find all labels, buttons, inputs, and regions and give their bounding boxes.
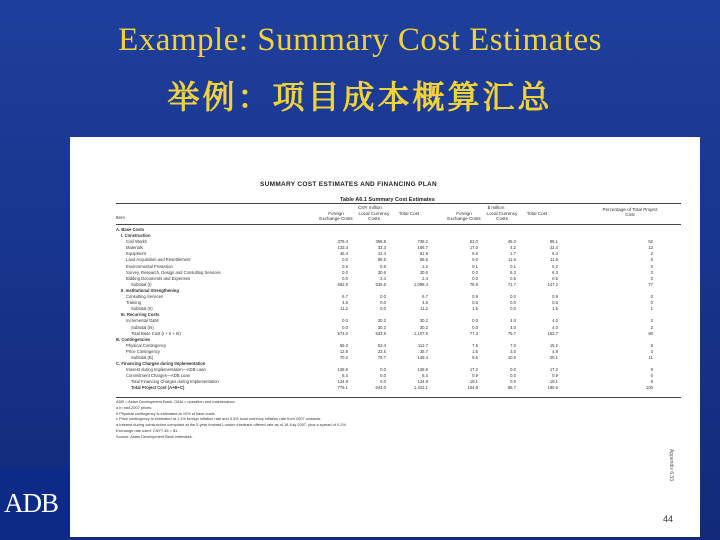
row-value: 738.2 <box>417 239 428 245</box>
row-value: 3 <box>650 348 653 354</box>
row-value: 1,422.1 <box>414 385 428 391</box>
column-header-usd-total: Total Cost <box>526 211 548 216</box>
row-value: 1 <box>650 306 653 312</box>
row-value: 574.0 <box>337 330 348 336</box>
row-value: 0.1 <box>510 263 516 269</box>
row-value: 6.4 <box>422 373 428 379</box>
row-value: 30.2 <box>419 318 428 324</box>
group-header-usd: $ million <box>487 205 505 210</box>
row-value: 59.3 <box>339 342 348 348</box>
row-value: 0 <box>650 300 653 306</box>
row-value: 128.6 <box>337 367 348 373</box>
row-label: Total Financing Charges during Implementation <box>131 379 219 385</box>
row-value: 134.9 <box>337 379 348 385</box>
row-value: 0.2 <box>552 263 558 269</box>
row-value: 11.2 <box>420 306 428 312</box>
note-line: ADB = Asian Development Bank, O&M = operation and maintenance. <box>116 399 236 404</box>
row-value: 7.5 <box>472 342 478 348</box>
row-value: 77.3 <box>469 330 478 336</box>
row-value: 85.7 <box>507 385 516 391</box>
row-value: 79.7 <box>377 354 386 360</box>
cost-table-body <box>116 227 681 392</box>
row-value: 9 <box>650 367 653 373</box>
row-value: 1,098.4 <box>414 281 428 287</box>
row-label: Training <box>126 300 141 306</box>
row-value: 0.0 <box>380 306 386 312</box>
row-value: 53.0 <box>469 239 478 245</box>
row-value: 18.1 <box>469 379 478 385</box>
row-value: 0.0 <box>342 324 348 330</box>
row-label: II. Institutional Strengthening <box>121 287 179 293</box>
header-rule-top <box>116 203 681 204</box>
row-value: 70.2 <box>339 354 348 360</box>
row-label: Physical Contingency <box>126 342 167 348</box>
row-value: 0.6 <box>552 300 558 306</box>
row-value: 1.2 <box>422 263 428 269</box>
row-value: 535.6 <box>375 281 386 287</box>
row-value: 0.6 <box>472 300 478 306</box>
row-value: 0.0 <box>472 269 478 275</box>
row-value: 15.2 <box>549 342 558 348</box>
row-value: 86.5 <box>377 257 386 263</box>
row-value: 75.7 <box>507 330 516 336</box>
row-value: 4.5 <box>342 300 348 306</box>
row-value: 45.4 <box>339 251 348 257</box>
row-value: 53.4 <box>377 342 386 348</box>
row-value: 100 <box>646 385 653 391</box>
row-label: B. Contingencies <box>116 336 151 342</box>
row-label: Total Base Cost (I + II + III) <box>131 330 181 336</box>
row-value: 22.5 <box>377 348 386 354</box>
row-value: 358.8 <box>375 239 386 245</box>
row-value: 9.5 <box>472 354 478 360</box>
row-value: 45.3 <box>507 239 516 245</box>
row-value: 77 <box>648 281 653 287</box>
row-value: 18.1 <box>549 379 558 385</box>
slide-title-english: Example: Summary Cost Estimates <box>118 22 602 58</box>
row-label: Civil Works <box>126 239 147 245</box>
row-value: 11 <box>648 354 653 360</box>
row-label: A. Base Costs <box>116 227 145 232</box>
row-value: 0 <box>650 294 653 300</box>
row-value: 1.7 <box>510 251 516 257</box>
row-value: 11.6 <box>508 257 516 263</box>
row-value: 80 <box>648 330 653 336</box>
header-rule-bottom <box>116 224 681 225</box>
row-value: 6.4 <box>342 373 348 379</box>
row-value: 643.0 <box>375 385 386 391</box>
row-value: 30.6 <box>377 269 386 275</box>
row-value: 779.1 <box>337 385 348 391</box>
row-value: 0.5 <box>510 275 516 281</box>
row-value: 1,107.5 <box>414 330 428 336</box>
row-value: 0.0 <box>472 257 478 263</box>
plan-title: SUMMARY COST ESTIMATES AND FINANCING PLAN <box>260 181 437 188</box>
row-value: 148.4 <box>417 354 428 360</box>
row-label: I. Construction <box>121 233 151 239</box>
row-value: 0.6 <box>380 263 386 269</box>
note-line: c Price contingency is estimated at 1.1% foreign inflation rate and 3.3% local currency inflation rate from 2007 onwards. <box>116 416 322 422</box>
table-notes <box>116 399 636 440</box>
row-label: Land Acquisition and Resettlement <box>126 257 191 263</box>
row-value: 2.4 <box>422 275 428 281</box>
row-value: 147.2 <box>547 281 558 287</box>
row-value: 112.7 <box>417 342 428 348</box>
row-value: 33.3 <box>377 245 386 251</box>
column-header-usd-foreign: Foreign Exchange Costs <box>447 211 481 221</box>
row-value: 4.0 <box>510 324 516 330</box>
group-header-cny: CNY million <box>358 205 382 210</box>
table-row <box>116 385 681 391</box>
row-value: 6.3 <box>510 269 516 275</box>
row-value: 0.0 <box>342 318 348 324</box>
row-label: Consulting Services <box>126 294 164 300</box>
row-value: 0.0 <box>510 294 516 300</box>
row-value: 104.8 <box>467 385 478 391</box>
row-value: 533.9 <box>375 330 386 336</box>
row-value: 4.9 <box>552 348 558 354</box>
row-value: 75.9 <box>469 281 478 287</box>
row-value: 0.0 <box>342 275 348 281</box>
row-label: Price Contingency <box>126 348 160 354</box>
row-value: 30.2 <box>377 318 386 324</box>
row-value: 3 <box>650 269 653 275</box>
row-value: 17.0 <box>469 245 478 251</box>
row-value: 190.5 <box>547 385 558 391</box>
row-value: 133.4 <box>337 245 348 251</box>
document-scan <box>70 137 700 537</box>
row-value: 8 <box>650 342 653 348</box>
column-header-percentage: Percentage of Total Project Cost <box>602 207 658 217</box>
row-value: 0.6 <box>342 263 348 269</box>
row-value: 0.0 <box>380 294 386 300</box>
row-value: 71.7 <box>507 281 516 287</box>
row-label: Subtotal (II) <box>131 306 153 312</box>
row-value: 6 <box>650 257 653 263</box>
row-value: 0.0 <box>472 324 478 330</box>
row-value: 2 <box>650 251 653 257</box>
row-value: 4.0 <box>510 318 516 324</box>
note-line: Exchange rate used: CNY7.45 = $1. <box>116 427 179 433</box>
row-label: C. Financing Charges during Implementation <box>116 361 206 367</box>
row-value: 0.0 <box>510 379 516 385</box>
row-value: 2 <box>650 318 653 324</box>
row-value: 0.0 <box>380 379 386 385</box>
row-value: 98.1 <box>549 239 558 245</box>
row-label: Incremental O&M <box>126 318 159 324</box>
row-value: 152.7 <box>547 330 558 336</box>
row-value: 22.4 <box>549 245 558 251</box>
row-value: 10.0 <box>507 354 516 360</box>
row-value: 1.5 <box>472 306 478 312</box>
row-label: Bidding Documents and Expenses <box>126 275 191 281</box>
row-value: 4.2 <box>510 245 516 251</box>
row-label: Commitment Charges—ADB Loan <box>126 373 191 379</box>
row-value: 0.0 <box>380 373 386 379</box>
row-value: 9 <box>650 379 653 385</box>
row-value: 0.9 <box>552 373 558 379</box>
row-value: 11.2 <box>340 306 348 312</box>
column-header-cny-foreign: Foreign Exchange Costs <box>319 211 353 221</box>
row-value: 134.9 <box>417 379 428 385</box>
row-value: 86.5 <box>419 257 428 263</box>
row-value: 4.0 <box>552 318 558 324</box>
row-value: 0.5 <box>552 275 558 281</box>
row-value: 20.1 <box>549 354 558 360</box>
row-value: 4.0 <box>552 324 558 330</box>
row-value: 30.2 <box>419 324 428 330</box>
note-line: a In mid-2007 prices. <box>116 404 153 410</box>
row-value: 0.0 <box>380 300 386 306</box>
row-value: 0.0 <box>472 318 478 324</box>
row-value: 3.0 <box>510 348 516 354</box>
page-number: 44 <box>663 514 674 524</box>
row-label: Subtotal (III) <box>131 324 154 330</box>
row-label: Total Project Cost (A+B+C) <box>131 385 185 391</box>
column-header-item: Item <box>116 215 125 220</box>
row-value: 562.8 <box>337 281 348 287</box>
row-value: 5.6 <box>472 251 478 257</box>
row-label: Materials <box>126 245 143 251</box>
note-line: Source: Asian Development Bank estimates. <box>116 433 193 439</box>
row-value: 166.7 <box>417 245 428 251</box>
adb-logo: ADB <box>4 488 59 518</box>
row-value: 30.6 <box>419 269 428 275</box>
row-value: 6.7 <box>342 294 348 300</box>
note-line: d Interest during construction computed at the 5-year forward London interbank offered rate as of 18 July 2007, plus a spread of 0.2%. <box>116 422 347 428</box>
column-header-cny-total: Total Cost <box>398 211 420 216</box>
row-value: 6.3 <box>552 251 558 257</box>
row-label: III. Recurring Costs <box>121 312 160 318</box>
row-value: 1.5 <box>552 306 558 312</box>
row-value: 6.7 <box>422 294 428 300</box>
row-value: 35.7 <box>419 348 428 354</box>
row-value: 2 <box>650 324 653 330</box>
row-value: 4.5 <box>422 300 428 306</box>
row-value: 0 <box>650 263 653 269</box>
row-value: 0.0 <box>510 300 516 306</box>
row-value: 17.2 <box>549 367 558 373</box>
row-value: 11.6 <box>550 257 558 263</box>
slide-title-chinese: 举例：项目成本概算汇总 <box>167 78 553 116</box>
row-label: Interest during Implementation—ADB Loan <box>126 367 206 373</box>
row-value: 0 <box>650 373 653 379</box>
row-value: 0.0 <box>380 367 386 373</box>
column-header-usd-local: Local Currency Costs <box>486 211 518 221</box>
row-label: Subtotal (I) <box>131 281 152 287</box>
row-value: 379.4 <box>337 239 348 245</box>
row-value: 30.2 <box>377 324 386 330</box>
row-value: 0.0 <box>510 367 516 373</box>
row-value: 0.9 <box>472 373 478 379</box>
row-value: 0.0 <box>472 275 478 281</box>
row-value: 0.0 <box>510 373 516 379</box>
appendix-label: Appendix 6 33 <box>668 449 674 481</box>
row-value: 0.0 <box>342 269 348 275</box>
row-value: 17.2 <box>469 367 478 373</box>
row-value: 0.0 <box>510 306 516 312</box>
row-value: 2.4 <box>380 275 386 281</box>
note-line: b Physical contingency is estimated at 10% of base costs. <box>116 410 216 416</box>
row-value: 61.8 <box>419 251 428 257</box>
row-label: Survey, Research, Design and Consulting Services <box>126 269 221 275</box>
row-value: 7.0 <box>510 342 516 348</box>
row-value: 128.6 <box>417 367 428 373</box>
row-value: 12 <box>648 245 653 251</box>
row-value: 1.6 <box>472 348 478 354</box>
row-label: Environmental Protection <box>126 263 173 269</box>
row-value: 0.1 <box>472 263 478 269</box>
table-title: Table A6.1 Summary Cost Estimates <box>340 197 435 203</box>
row-value: 6.3 <box>552 269 558 275</box>
row-label: Subtotal (B) <box>131 354 154 360</box>
row-label: Equipment <box>126 251 147 257</box>
row-value: 52 <box>648 239 653 245</box>
row-value: 12.9 <box>339 348 348 354</box>
table-rule-bottom <box>116 397 681 398</box>
row-value: 12.4 <box>377 251 386 257</box>
row-value: 0.9 <box>552 294 558 300</box>
column-header-cny-local: Local Currency Costs <box>358 211 390 221</box>
row-value: 0.0 <box>342 257 348 263</box>
row-value: 0 <box>650 275 653 281</box>
row-value: 0.9 <box>472 294 478 300</box>
